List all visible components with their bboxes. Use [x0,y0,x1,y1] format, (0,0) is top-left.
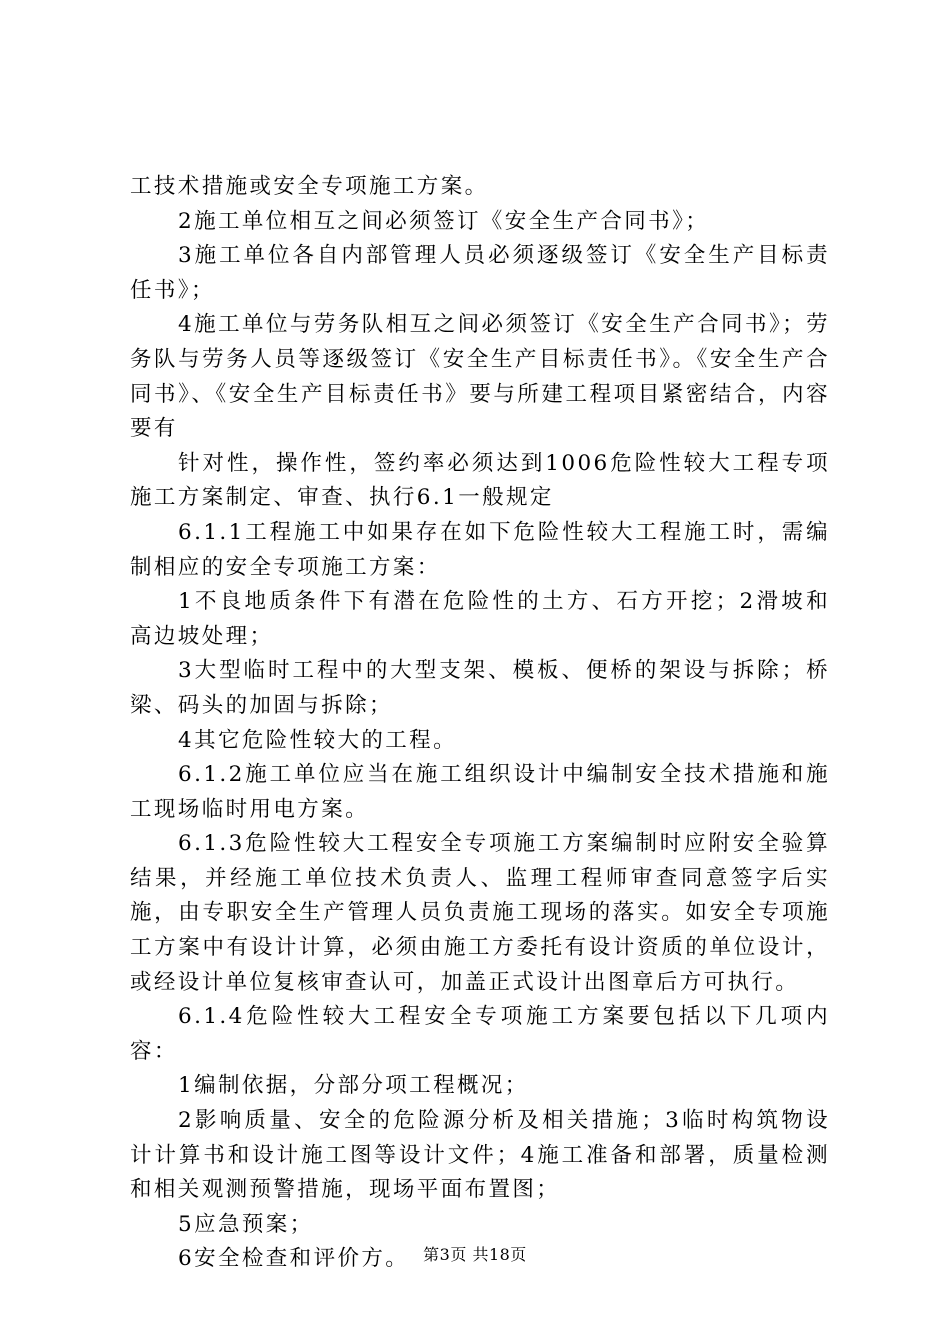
paragraph: 6.1.1工程施工中如果存在如下危险性较大工程施工时，需编制相应的安全专项施工方案： [130,519,830,580]
paragraph: 工技术措施或安全专项施工方案。 [130,174,489,199]
paragraph: 3大型临时工程中的大型支架、模板、便桥的架设与拆除；桥梁、码头的加固与拆除； [130,658,830,718]
document-body [130,170,830,1277]
paragraph: 6.1.3危险性较大工程安全专项施工方案编制时应附安全验算结果，并经施工单位技术负责人、监理工程师审查同意签字后实施，由专职安全生产管理人员负责施工现场的落实。如安全专项施工方案中有设计计算，必须由施工方委托有设计资质的单位设计，或经设计单位复核审查认可，加盖正式设计出图章后方可执行。 [130,831,830,995]
paragraph: 6安全检查和评价方。 [178,1246,410,1272]
paragraph: 针对性，操作性，签约率必须达到1006危险性较大工程专项施工方案制定、审查、执行6.1一般规定 [130,450,830,511]
paragraph: 4施工单位与劳务队相互之间必须签订《安全生产合同书》；劳务队与劳务人员等逐级签订《安全生产目标责任书》。《安全生产合同书》、《安全生产目标责任书》要与所建工程项目紧密结合，内容要有 [130,312,830,442]
page-footer: 第3页 共18页 [423,1245,527,1264]
paragraph: 2影响质量、安全的危险源分析及相关措施；3临时构筑物设计计算书和设计施工图等设计文件；4施工准备和部署，质量检测和相关观测预警措施，现场平面布置图； [130,1108,830,1203]
paragraph: 1不良地质条件下有潜在危险性的土方、石方开挖；2滑坡和高边坡处理； [130,589,830,649]
paragraph: 6.1.2施工单位应当在施工组织设计中编制安全技术措施和施工现场临时用电方案。 [130,762,830,822]
paragraph: 3施工单位各自内部管理人员必须逐级签订《安全生产目标责任书》； [130,243,830,303]
paragraph: 4其它危险性较大的工程。 [178,727,457,753]
paragraph: 2施工单位相互之间必须签订《安全生产合同书》； [178,208,710,234]
paragraph: 1编制依据，分部分项工程概况； [178,1073,529,1099]
paragraph: 6.1.4危险性较大工程安全专项施工方案要包括以下几项内容： [130,1004,830,1064]
paragraph: 5应急预案； [178,1211,314,1237]
